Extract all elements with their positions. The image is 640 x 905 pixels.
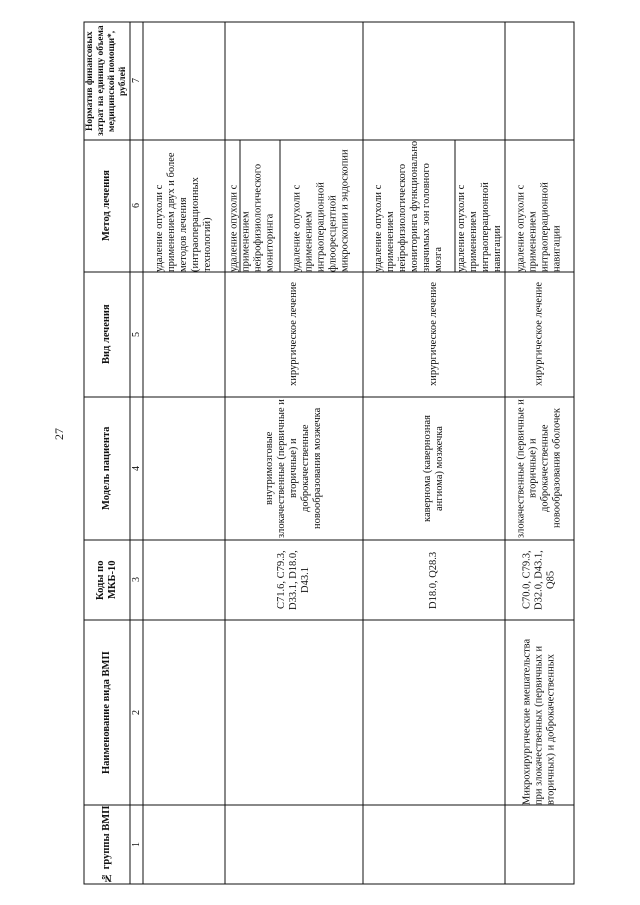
row3-treatment: хирургическое лечение: [533, 282, 545, 387]
col-number: 5: [130, 332, 142, 337]
row2-icd: D18.0, Q28.3: [427, 551, 439, 609]
header-col1: № группы ВМП: [100, 805, 112, 884]
col-number: 6: [130, 203, 142, 209]
row1-model: внутримозговые злокачественные (первичные и вторичные) и доброкачественные новообразования мозжечка: [263, 399, 324, 538]
header-col6: Метод лечения: [100, 170, 112, 242]
col-number: 7: [130, 78, 142, 84]
row2-treatment: хирургическое лечение: [427, 282, 439, 387]
page-number: 27: [52, 428, 66, 440]
row1-method-3: удаление опухоли с применением интраоперационной флюоресцентной микроскопии и эндоскопии: [291, 149, 351, 272]
col-number: 4: [130, 466, 142, 471]
header-col2: Наименование вида ВМП: [100, 651, 112, 774]
row3-name: Микрохирургические вмешательства при злокачественных (первичных и вторичных) и доброкачественных: [521, 638, 557, 805]
row3-icd: C70.0, C79.3, D32.0, D43.1, Q85: [521, 550, 557, 610]
header-col4: Модель пациента: [100, 426, 112, 511]
row1-icd: C71.6, C79.3, D33.1, D18.0, D43.1: [275, 550, 312, 610]
row2-method-2: удаление опухоли с применением интраоперационной навигации: [455, 182, 504, 272]
header-col7: Норматив финансовых затрат на единицу объема медицинской помощи*, рублей: [85, 25, 128, 137]
col-number: 1: [130, 842, 142, 847]
row2-method-1: удаление опухоли с применением нейрофизиологического мониторинга функционально значимых зон головного мозга: [372, 140, 445, 272]
row1-method-1: удаление опухоли с применением двух и более методов лечения (интраоперационных технологий): [153, 152, 214, 272]
header-col5: Вид лечения: [100, 304, 112, 365]
row1-treatment: хирургическое лечение: [287, 282, 299, 387]
col-number: 2: [130, 710, 142, 715]
col-number: 3: [130, 577, 142, 583]
row3-method-1: удаление опухоли с применением интраоперационной навигации: [515, 182, 563, 272]
row1-method-2: удаление опухоли с применением нейрофизиологического мониторинга: [228, 163, 276, 272]
row3-model: злокачественные (первичные и вторичные) и доброкачественные новообразования оболочек: [515, 399, 563, 538]
row2-model: кавернома (кавернозная ангиома) мозжечка: [421, 415, 445, 522]
header-col3: Коды по МКБ-10: [94, 560, 118, 600]
